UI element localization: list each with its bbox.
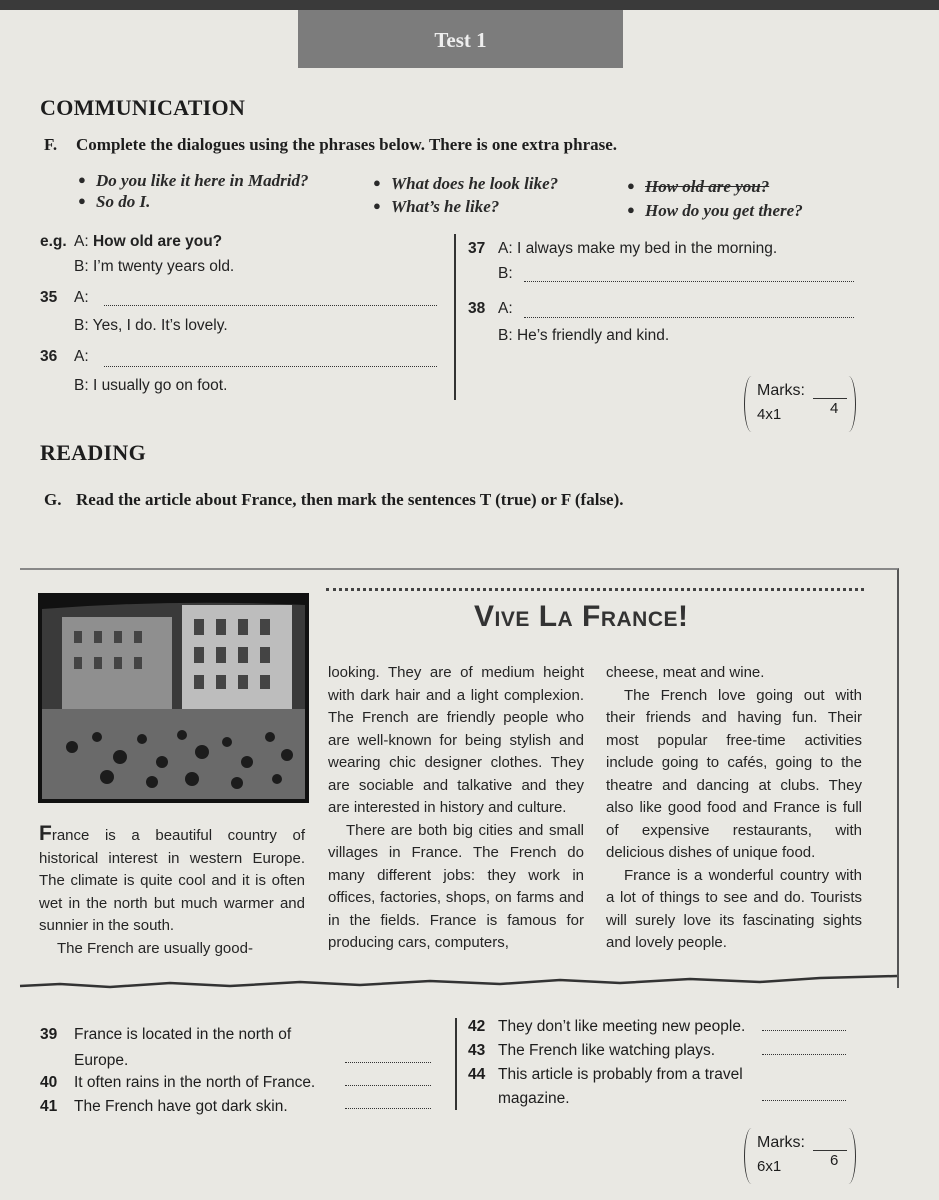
- question-44-cont: magazine.: [498, 1090, 570, 1107]
- phrase-item: ● So do I.: [78, 192, 151, 211]
- column-divider: [455, 1018, 457, 1110]
- test-header-tab: [298, 10, 623, 68]
- phrase-item: ● What does he look like?: [373, 174, 559, 193]
- dialogue-35-a: 35 A:: [40, 289, 89, 306]
- article-column-1: [39, 823, 305, 960]
- top-bar: [0, 0, 939, 10]
- reading-title: READING: [40, 440, 146, 465]
- dialogue-35-b: B: Yes, I do. It’s lovely.: [74, 317, 228, 334]
- marks-box: Marks: 4x1 4: [744, 376, 856, 434]
- column-divider: [454, 234, 456, 400]
- question-44: 44 This article is probably from a travel: [468, 1066, 743, 1083]
- article-paragraph: France is a beautiful country of historical interest in western Europe. The climate is quite cool and it is often wet in the north but much warmer and sunnier in the south.: [39, 822, 305, 934]
- article-dropcap: F: [39, 822, 52, 845]
- dialogue-38-b: B: He’s friendly and kind.: [498, 327, 670, 344]
- question-39-cont: Europe.: [74, 1052, 129, 1069]
- article-column-3: [606, 662, 862, 955]
- answer-line-38[interactable]: [524, 305, 854, 318]
- article-column-2: [328, 662, 584, 955]
- exercise-letter: G.: [44, 490, 62, 509]
- answer-line-39[interactable]: [345, 1050, 431, 1063]
- example-dialogue-b: B: I’m twenty years old.: [74, 258, 235, 275]
- article-dotted-rule: [326, 588, 864, 591]
- answer-line-37[interactable]: [524, 269, 854, 282]
- reading-instruction: [44, 490, 624, 510]
- article-paragraph: The French are usually good-: [57, 939, 253, 957]
- marks-box: Marks: 6x1 6: [744, 1128, 856, 1186]
- article-paragraph: There are both big cities and small villages in France. The French do many different jobs: they work in offices, factories, shops, on farms and in the fields. France is famous for producing cars, computers,: [328, 821, 584, 951]
- answer-line-44[interactable]: [762, 1088, 846, 1101]
- exercise-letter: F.: [44, 135, 58, 154]
- answer-line-42[interactable]: [762, 1018, 846, 1031]
- communication-title: COMMUNICATION: [40, 95, 246, 120]
- question-42: 42 They don’t like meeting new people.: [468, 1018, 746, 1035]
- article-paragraph: France is a wonderful country with a lot of things to see and do. Tourists will surely love its fascinating sights and lovely people.: [606, 866, 862, 951]
- answer-line-36[interactable]: [104, 354, 437, 367]
- dialogue-37-a: 37 A: I always make my bed in the morning.: [468, 240, 778, 257]
- communication-instruction: [44, 135, 617, 155]
- test-title: Test 1: [434, 28, 487, 52]
- instruction-text: Read the article about France, then mark the sentences T (true) or F (false).: [76, 490, 624, 509]
- phrase-item-used: ● How old are you?: [627, 177, 770, 196]
- answer-line-43[interactable]: [762, 1042, 846, 1055]
- article-paragraph: cheese, meat and wine.: [606, 664, 765, 681]
- dialogue-36-b: B: I usually go on foot.: [74, 377, 228, 394]
- question-41: 41 The French have got dark skin.: [40, 1098, 288, 1115]
- phrase-item: ● What’s he like?: [373, 197, 500, 216]
- question-39: 39 France is located in the north of: [40, 1026, 292, 1043]
- phrase-item: ● Do you like it here in Madrid?: [78, 171, 309, 190]
- paris-street-photo: [38, 593, 309, 803]
- answer-line-41[interactable]: [345, 1096, 431, 1109]
- dialogue-38-a: 38 A:: [468, 300, 513, 317]
- article-paragraph: The French love going out with their friends and having fun. Their most popular free-time activities include going to cafés, going to the theatre and dancing at clubs. They also like good food and France is full of expensive restaurants, with delicious dishes of unique food.: [606, 686, 862, 861]
- dialogue-37-b: B:: [498, 265, 513, 282]
- question-43: 43 The French like watching plays.: [468, 1042, 716, 1059]
- article-paragraph: looking. They are of medium height with dark hair and a light complexion. The French are friendly people who are well-known for being stylish and wearing chic designer clothes. They are sociable and talkative and they are interested in history and culture.: [328, 664, 584, 816]
- question-40: 40 It often rains in the north of France.: [40, 1074, 316, 1091]
- example-dialogue-a: e.g. A: How old are you?: [40, 233, 223, 250]
- instruction-text: Complete the dialogues using the phrases below. There is one extra phrase.: [76, 135, 618, 154]
- torn-edge: [0, 972, 939, 994]
- article-headline: Vive La France!: [474, 600, 689, 633]
- dialogue-36-a: 36 A:: [40, 348, 89, 365]
- phrase-item: ● How do you get there?: [627, 201, 803, 220]
- answer-line-40[interactable]: [345, 1073, 431, 1086]
- answer-line-35[interactable]: [104, 293, 437, 306]
